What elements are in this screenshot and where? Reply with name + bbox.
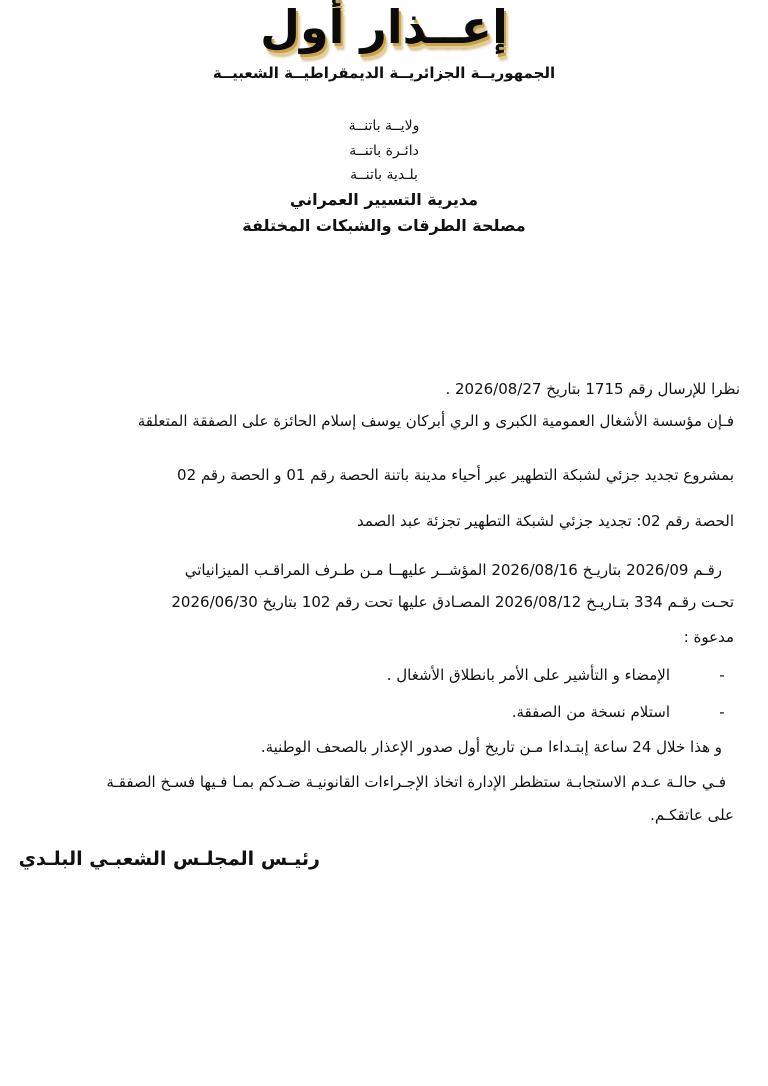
- paragraph-company: فـإن مؤسسة الأشغال العمومية الكبرى و الري أبركان يوسف إسلام الحائزة على الصفقة المتعلقة: [137, 412, 734, 430]
- paragraph-invited: مدعوة :: [683, 628, 734, 646]
- paragraph-lot: الحصة رقم 02: تجديد جزئي لشبكة التطهير تجزئة عبد الصمد: [356, 512, 734, 530]
- document-title: إعــذار أول: [260, 0, 508, 54]
- bullet-dash: -: [719, 666, 725, 684]
- bullet-text: الإمضاء و التأشير على الأمر بانطلاق الأشغال .: [386, 666, 670, 684]
- republic-header: الجمهوريــة الجزائريــة الديمقراطيــة الشعبيــة: [212, 64, 556, 82]
- directorate-line: مديرية التسيير العمراني: [289, 190, 479, 209]
- service-line: مصلحة الطرقات والشبكات المختلفة: [242, 216, 526, 235]
- paragraph-dispatch: نظرا للإرسال رقم 1715 بتاريخ 2026/08/27 .: [445, 380, 740, 398]
- daira-line: دائـرة باتنــة: [349, 143, 419, 159]
- bullet-dash: -: [719, 703, 725, 721]
- wilaya-line: ولايــة باتنــة: [348, 118, 420, 134]
- bullet-text: استلام نسخة من الصفقة.: [511, 703, 670, 721]
- paragraph-contract-number: رقـم 2026/09 بتاريـخ 2026/08/16 المؤشــر عليهــا مـن طـرف المراقـب الميزانياتي: [184, 561, 722, 579]
- paragraph-consequence: فـي حالـة عـدم الاستجابـة ستظطر الإدارة اتخاذ الإجـراءات القانونيـة ضـدكم بمـا فـيها فسـخ الصفقـة: [106, 773, 726, 791]
- list-item: [512, 703, 734, 721]
- paragraph-consequence-end: على عاتقكـم.: [650, 806, 734, 824]
- list-item: [387, 666, 734, 684]
- signature-title: رئيـس المجلـس الشعبـي البلـدي: [18, 848, 320, 870]
- paragraph-approval: تحـت رقـم 334 بتـاريـخ 2026/08/12 المصـادق عليها تحت رقم 102 بتاريخ 2026/06/30: [171, 593, 734, 611]
- baladia-line: بلـدية باتنــة: [350, 167, 418, 183]
- paragraph-deadline: و هذا خلال 24 ساعة إبتـداءا مـن تاريخ أول صدور الإعذار بالصحف الوطنية.: [260, 738, 722, 756]
- paragraph-project: بمشروع تجديد جزئي لشبكة التطهير عبر أحياء مدينة باتنة الحصة رقم 01 و الحصة رقم 02: [177, 466, 734, 484]
